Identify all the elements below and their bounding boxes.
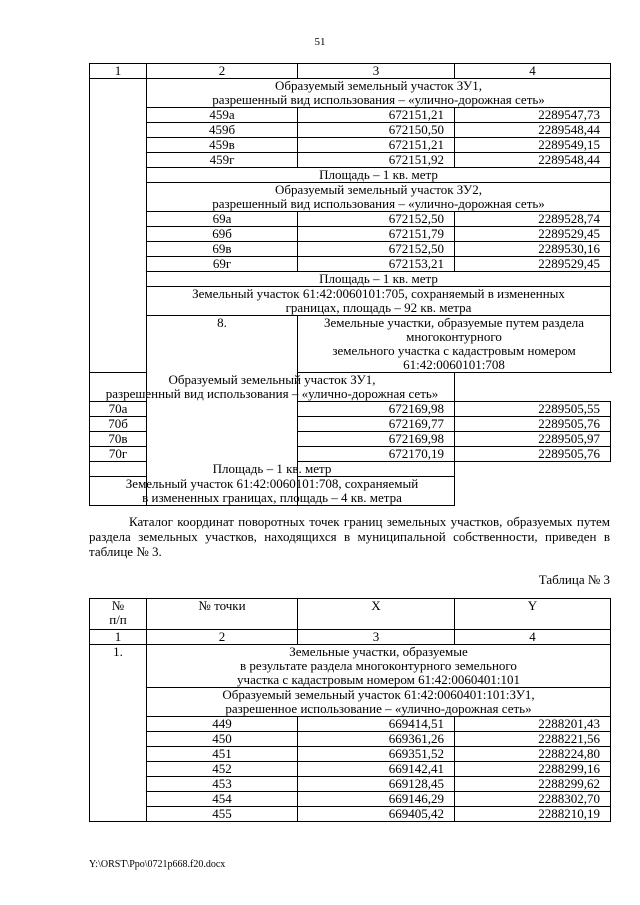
table-row: [90, 183, 611, 212]
x-cell: 672170,19: [298, 447, 455, 462]
point-cell: 70а: [90, 402, 147, 417]
x-cell: 669146,29: [298, 792, 455, 807]
y-cell: 2289529,45: [455, 257, 611, 272]
section-desc-line: Земельные участки, образуемые: [289, 644, 468, 659]
x-cell: 672169,77: [298, 417, 455, 432]
preserved-plot-cell: [147, 287, 611, 316]
table-row: [90, 373, 611, 402]
index-cell: 2: [147, 630, 298, 645]
plot-subtitle: разрешенный вид использования – «улично-дорожная сеть»: [212, 196, 545, 211]
plot-heading: [147, 688, 611, 717]
point-cell: 454: [147, 792, 298, 807]
point-cell: 452: [147, 762, 298, 777]
header-num-line: №: [111, 598, 125, 613]
point-cell: 453: [147, 777, 298, 792]
x-cell: 669405,42: [298, 807, 455, 822]
y-cell: 2289548,44: [455, 123, 611, 138]
point-cell: 459б: [147, 123, 298, 138]
plot-subtitle: разрешенный вид использования – «улично-дорожная сеть»: [105, 386, 439, 401]
header-cell: 4: [455, 64, 611, 79]
y-cell: 2289547,73: [455, 108, 611, 123]
table-header-row: [90, 599, 611, 630]
point-cell: 455: [147, 807, 298, 822]
y-cell: 2288299,62: [455, 777, 611, 792]
preserved-line: в измененных границах, площадь – 4 кв. метра: [142, 490, 402, 505]
page-number: 51: [314, 36, 326, 48]
catalog-paragraph-text: Каталог координат поворотных точек границ земельных участков, образуемых путем раздела земельных участков, находящихся в муниципальной собственности, приведен в таблице № 3.: [89, 514, 610, 559]
plot-title: Образуемый земельный участок 61:42:0060401:101:ЗУ1,: [222, 687, 535, 702]
table-caption: Таблица № 3: [538, 572, 610, 587]
table-row: [90, 477, 611, 506]
header-cell: 3: [298, 64, 455, 79]
x-cell: 672152,50: [298, 242, 455, 257]
x-cell: 672151,21: [298, 108, 455, 123]
point-cell: 450: [147, 732, 298, 747]
table-row: [90, 227, 611, 242]
table-row: [90, 316, 611, 373]
table-row: [90, 123, 611, 138]
header-cell: 1: [90, 64, 147, 79]
table-row: [90, 645, 611, 688]
point-cell: 449: [147, 717, 298, 732]
header-num-line: п/п: [109, 612, 127, 627]
preserved-line: Земельный участок 61:42:0060101:705, сохраняемый в измененных: [192, 286, 565, 301]
y-cell: 2289505,76: [455, 417, 611, 432]
section-desc-line: в результате раздела многоконтурного земельного: [240, 658, 517, 673]
index-cell: 3: [298, 630, 455, 645]
catalog-paragraph: [89, 514, 610, 559]
index-cell: 4: [455, 630, 611, 645]
table-3: [89, 598, 611, 822]
plot-subtitle: разрешенный вид использования – «улично-дорожная сеть»: [212, 92, 545, 107]
header-cell: 2: [147, 64, 298, 79]
x-cell: 672169,98: [298, 432, 455, 447]
y-cell: 2289549,15: [455, 138, 611, 153]
point-cell: 459г: [147, 153, 298, 168]
point-cell: 459в: [147, 138, 298, 153]
table-row: [90, 153, 611, 168]
table-row: [90, 747, 611, 762]
table-row: [90, 792, 611, 807]
section-desc-line: Земельные участки, образуемые путем раздела многоконтурного: [324, 315, 584, 344]
point-cell: 459а: [147, 108, 298, 123]
y-cell: 2289505,97: [455, 432, 611, 447]
y-cell: 2289505,76: [455, 447, 611, 462]
point-cell: 69б: [147, 227, 298, 242]
y-cell: 2288210,19: [455, 807, 611, 822]
x-cell: 669361,26: [298, 732, 455, 747]
table-index-row: [90, 630, 611, 645]
table-row: [90, 462, 611, 477]
x-cell: 669128,45: [298, 777, 455, 792]
x-cell: 672151,92: [298, 153, 455, 168]
point-cell: 70б: [90, 417, 147, 432]
column-header-y: Y: [455, 599, 611, 630]
section-desc-line: участка с кадастровым номером 61:42:0060401:101: [237, 672, 520, 687]
y-cell: 2289529,45: [455, 227, 611, 242]
x-cell: 672153,21: [298, 257, 455, 272]
table-row: [90, 762, 611, 777]
section-desc-line: земельного участка с кадастровым номером 61:42:0060101:708: [332, 343, 576, 372]
footer-file-path: Y:\ORST\Ppo\0721p668.f20.docx: [89, 859, 226, 870]
table-row: [90, 688, 611, 717]
table-row: [90, 287, 611, 316]
x-cell: 669142,41: [298, 762, 455, 777]
y-cell: 2289530,16: [455, 242, 611, 257]
plot-title: Образуемый земельный участок ЗУ1,: [168, 372, 376, 387]
x-cell: 672151,79: [298, 227, 455, 242]
preserved-plot-cell: [90, 477, 455, 506]
table-row: [90, 108, 611, 123]
index-cell: 1: [90, 630, 147, 645]
column-header-x: X: [298, 599, 455, 630]
plot-heading: [90, 373, 455, 402]
point-cell: 451: [147, 747, 298, 762]
table-row: [90, 138, 611, 153]
section-description: [147, 645, 611, 688]
table-row: [90, 732, 611, 747]
x-cell: 672150,50: [298, 123, 455, 138]
x-cell: 669351,52: [298, 747, 455, 762]
table-row: [90, 777, 611, 792]
table-row: [90, 242, 611, 257]
section-number-cell: 8.: [147, 316, 298, 506]
y-cell: 2289505,55: [455, 402, 611, 417]
table-row: [90, 212, 611, 227]
table-header-row: [90, 64, 611, 79]
x-cell: 672152,50: [298, 212, 455, 227]
area-cell: Площадь – 1 кв. метр: [90, 462, 455, 477]
table-row: [90, 168, 611, 183]
y-cell: 2288302,70: [455, 792, 611, 807]
point-cell: 70в: [90, 432, 147, 447]
plot-title: Образуемый земельный участок ЗУ2,: [275, 182, 482, 197]
coordinates-table-continued: [89, 63, 611, 506]
plot-subtitle: разрешенное использование – «улично-дорожная сеть»: [225, 701, 532, 716]
point-cell: 69г: [147, 257, 298, 272]
point-cell: 69а: [147, 212, 298, 227]
area-cell: Площадь – 1 кв. метр: [147, 168, 611, 183]
preserved-line: Земельный участок 61:42:0060101:708, сохраняемый: [125, 476, 419, 491]
plot-heading: [147, 79, 611, 108]
x-cell: 672151,21: [298, 138, 455, 153]
point-cell: 69в: [147, 242, 298, 257]
y-cell: 2289528,74: [455, 212, 611, 227]
section-description: [298, 316, 611, 373]
table-row: [90, 257, 611, 272]
section-number-cell: [90, 79, 147, 373]
table-row: [90, 807, 611, 822]
y-cell: 2288221,56: [455, 732, 611, 747]
point-cell: 70г: [90, 447, 147, 462]
section-number-cell: 1.: [90, 645, 147, 822]
y-cell: 2288201,43: [455, 717, 611, 732]
table-row: [90, 717, 611, 732]
preserved-line: границах, площадь – 92 кв. метра: [285, 300, 472, 315]
table-row: [90, 79, 611, 108]
y-cell: 2289548,44: [455, 153, 611, 168]
y-cell: 2288299,16: [455, 762, 611, 777]
x-cell: 669414,51: [298, 717, 455, 732]
y-cell: 2288224,80: [455, 747, 611, 762]
plot-title: Образуемый земельный участок ЗУ1,: [275, 78, 482, 93]
x-cell: 672169,98: [298, 402, 455, 417]
area-cell: Площадь – 1 кв. метр: [147, 272, 611, 287]
plot-heading: [147, 183, 611, 212]
table-row: [90, 272, 611, 287]
column-header-number: [90, 599, 147, 630]
column-header-point: № точки: [147, 599, 298, 630]
